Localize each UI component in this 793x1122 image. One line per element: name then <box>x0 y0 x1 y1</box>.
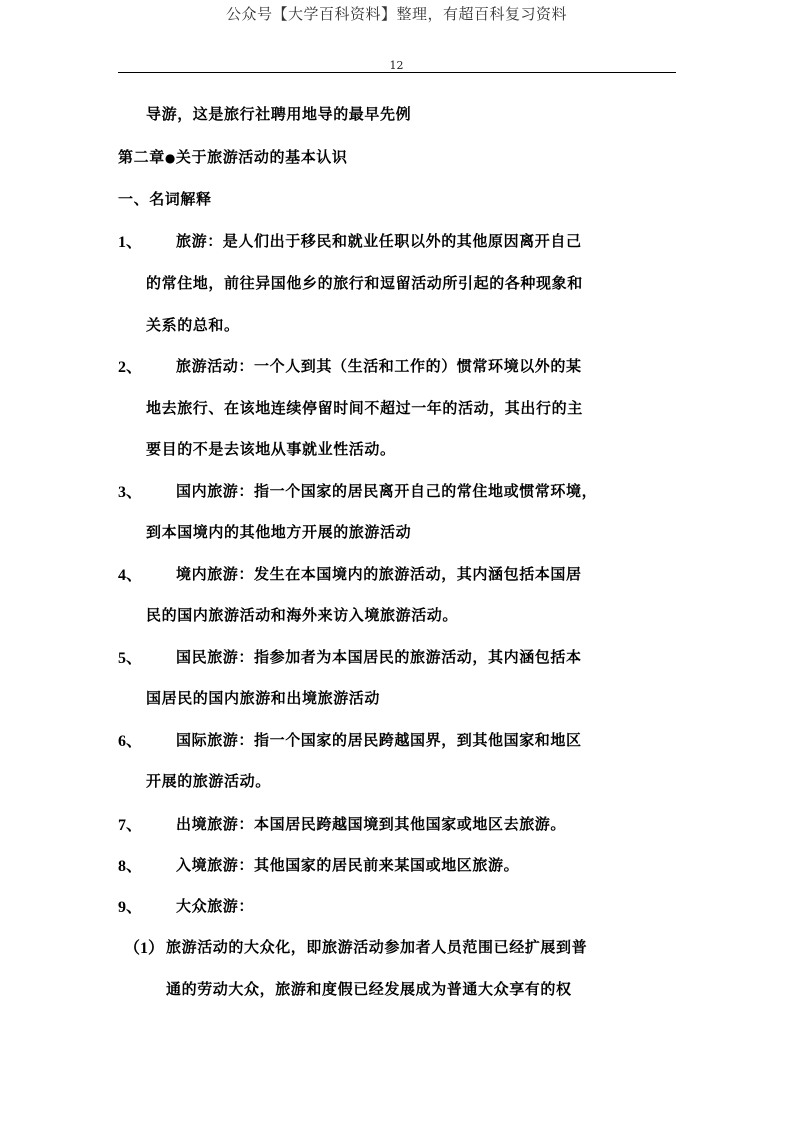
header-rule <box>118 72 676 73</box>
sub-item-line: 旅游活动的大众化，即旅游活动参加者人员范围已经扩展到普 <box>166 938 588 956</box>
item-line: 地去旅行、在该地连续停留时间不超过一年的活动，其出行的主 <box>146 399 583 417</box>
item-number: 6、 <box>118 733 143 750</box>
item-line: 到本国境内的其他地方开展的旅游活动 <box>146 523 412 541</box>
item-line: 国内旅游：指一个国家的居民离开自己的常住地或惯常环境， <box>176 482 598 500</box>
item-line: 关系的总和。 <box>146 316 240 334</box>
item-number: 9、 <box>118 899 143 916</box>
chapter-prefix: 第二章 <box>118 148 165 166</box>
item-line: 大众旅游： <box>176 897 255 915</box>
item-line: 境内旅游：发生在本国境内的旅游活动，其内涵包括本国居 <box>176 565 582 583</box>
chapter-title: 关于旅游活动的基本认识 <box>175 148 348 166</box>
chapter-bullet: ● <box>164 151 176 165</box>
item-line: 出境旅游：本国居民跨越国境到其他国家或地区去旅游。 <box>176 815 567 833</box>
item-number: 4、 <box>118 567 143 584</box>
item-line: 旅游：是人们出于移民和就业任职以外的其他原因离开自己 <box>176 232 582 250</box>
item-number: 8、 <box>118 858 143 875</box>
sub-item-line: 通的劳动大众，旅游和度假已经发展成为普通大众享有的权 <box>166 980 572 998</box>
item-line: 的常住地，前往异国他乡的旅行和逗留活动所引起的各种现象和 <box>146 274 583 292</box>
section-title: 一、名词解释 <box>118 190 212 208</box>
item-number: 2、 <box>118 359 143 376</box>
item-number: 3、 <box>118 484 143 501</box>
page-number: 12 <box>389 59 404 72</box>
item-line: 旅游活动：一个人到其（生活和工作的）惯常环境以外的某 <box>176 357 582 375</box>
item-number: 7、 <box>118 817 143 834</box>
item-line: 国民旅游：指参加者为本国居民的旅游活动，其内涵包括本 <box>176 648 582 666</box>
item-line: 开展的旅游活动。 <box>146 772 271 790</box>
sub-item-number: （1） <box>124 940 165 957</box>
item-line: 入境旅游：其他国家的居民前来某国或地区旅游。 <box>176 856 520 874</box>
item-number: 1、 <box>118 234 143 251</box>
item-line: 国际旅游：指一个国家的居民跨越国界，到其他国家和地区 <box>176 731 582 749</box>
item-line: 国居民的国内旅游和出境旅游活动 <box>146 689 381 707</box>
item-number: 5、 <box>118 650 143 667</box>
chapter-heading <box>118 146 348 167</box>
source-banner: 公众号【大学百科资料】整理，有超百科复习资料 <box>225 5 567 23</box>
item-line: 民的国内旅游活动和海外来访入境旅游活动。 <box>146 606 459 624</box>
intro-line: 导游，这是旅行社聘用地导的最早先例 <box>146 105 412 123</box>
item-line: 要目的不是去该地从事就业性活动。 <box>146 440 396 458</box>
